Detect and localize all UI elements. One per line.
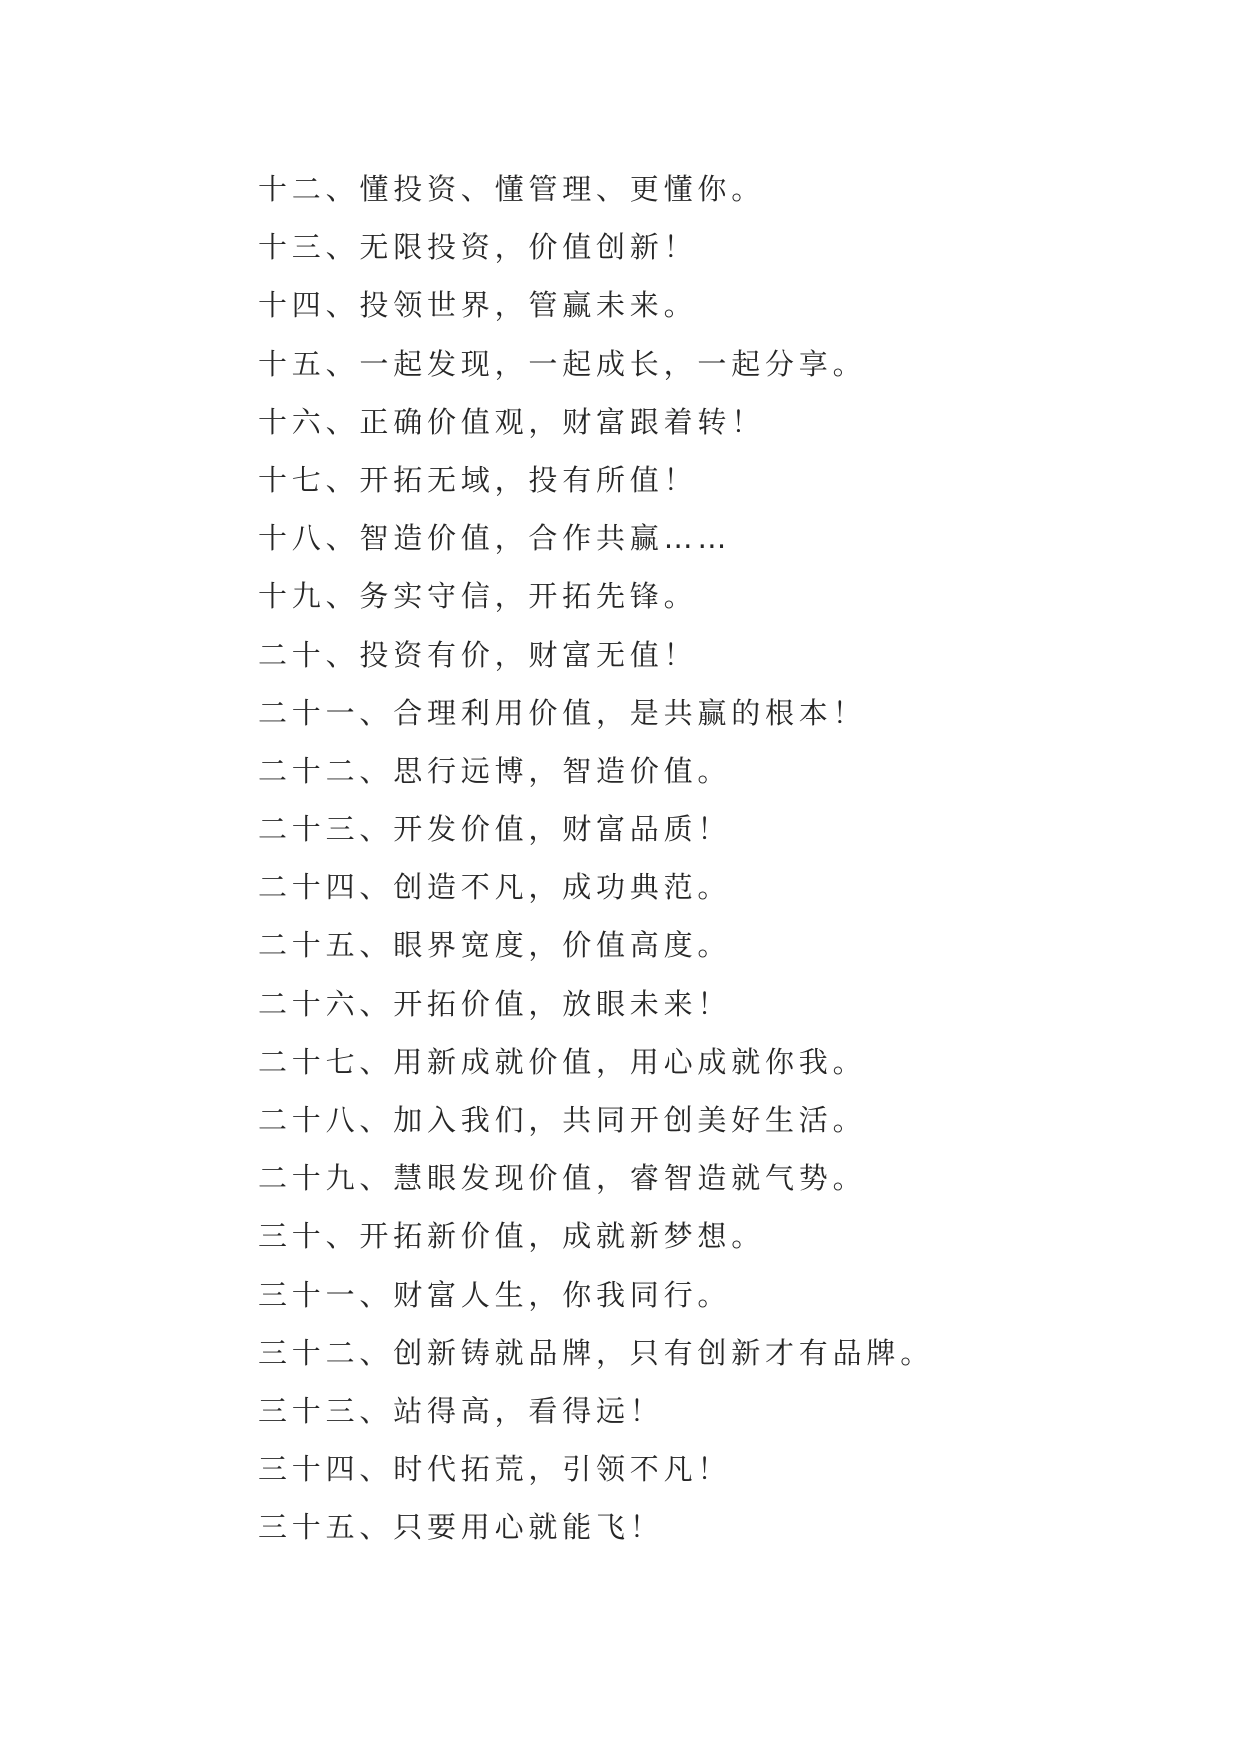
slogan-line: 三十五、只要用心就能飞！: [258, 1510, 664, 1545]
slogan-line: 十九、务实守信，开拓先锋。: [258, 579, 698, 614]
slogan-line: 三十三、站得高，看得远！: [258, 1393, 664, 1428]
slogan-line: 十四、投领世界，管赢未来。: [258, 288, 698, 323]
slogan-line: 三十、开拓新价值，成就新梦想。: [258, 1219, 766, 1254]
slogan-line: 十二、懂投资、懂管理、更懂你。: [258, 172, 766, 206]
slogan-line: 二十一、合理利用价值，是共赢的根本！: [258, 695, 867, 730]
slogan-line: 十七、开拓无域，投有所值！: [258, 462, 698, 497]
slogan-line: 二十七、用新成就价值，用心成就你我。: [258, 1044, 867, 1079]
slogan-line: 二十四、创造不凡，成功典范。: [258, 870, 732, 905]
slogan-line: 十八、智造价值，合作共赢……: [258, 521, 732, 556]
slogan-line: 二十三、开发价值，财富品质！: [258, 812, 732, 847]
slogan-line: 三十一、财富人生，你我同行。: [258, 1277, 732, 1312]
slogan-line: 二十五、眼界宽度，价值高度。: [258, 928, 732, 963]
slogan-line: 二十六、开拓价值，放眼未来！: [258, 986, 732, 1021]
slogan-list: [258, 160, 934, 1557]
slogan-line: 二十九、慧眼发现价值，睿智造就气势。: [258, 1161, 867, 1196]
slogan-line: 十三、无限投资，价值创新！: [258, 230, 698, 265]
slogan-line: 三十四、时代拓荒，引领不凡！: [258, 1452, 732, 1487]
slogan-line: 二十二、思行远博，智造价值。: [258, 753, 732, 788]
slogan-line: 十六、正确价值观，财富跟着转！: [258, 404, 766, 439]
slogan-line: 三十二、创新铸就品牌，只有创新才有品牌。: [258, 1335, 935, 1370]
slogan-line: 二十、投资有价，财富无值！: [258, 637, 698, 672]
slogan-line: 十五、一起发现，一起成长，一起分享。: [258, 346, 867, 381]
slogan-line: 二十八、加入我们，共同开创美好生活。: [258, 1103, 867, 1137]
